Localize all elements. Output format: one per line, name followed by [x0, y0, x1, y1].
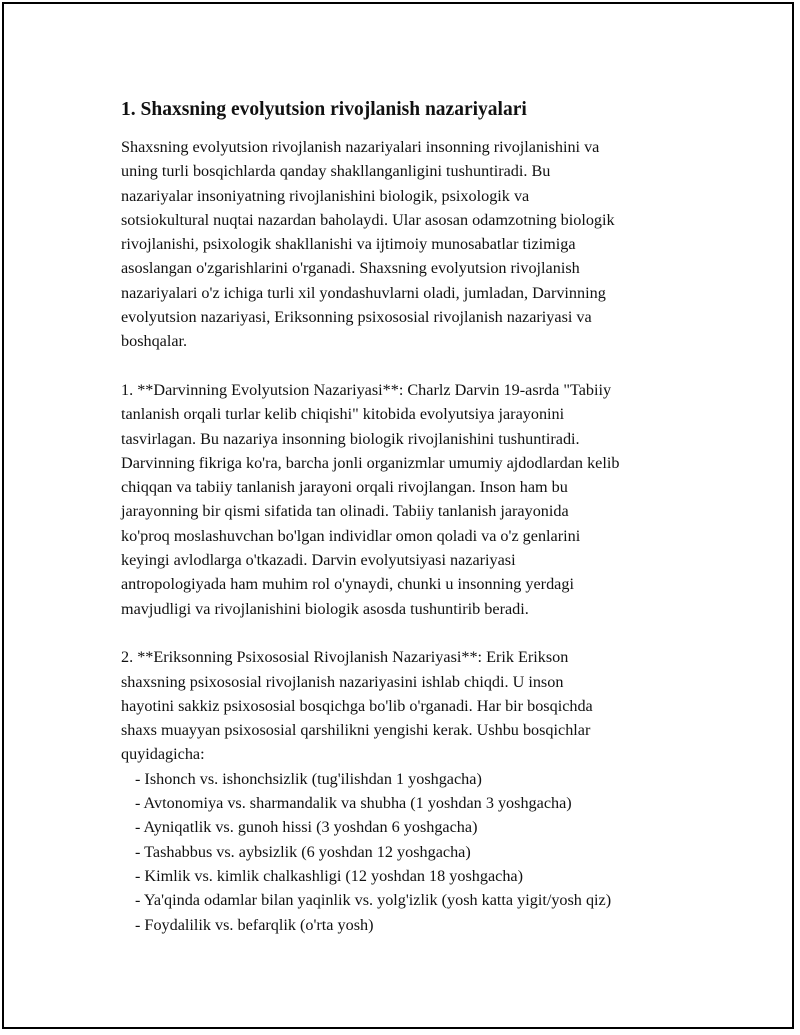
stage-list-item: - Ishonch vs. ishonchsizlik (tug'ilishdan 1 yoshgacha): [135, 769, 482, 788]
erikson-section-paragraph: 2. **Eriksonning Psixososial Rivojlanish Nazariyasi**: Erik Erikson shaxsning psixososial rivojlanish nazariyasini ishlab chiqdi. U inson hayotini sakkiz psixososial bosqichga bo'lib o'rganadi. Har bir bosqichda shaxs muayyan psixososial qarshilikni yengishi kerak. Ushbu bosqichlar quyidagicha:: [121, 648, 593, 764]
erikson-stages-list: [121, 767, 721, 937]
stage-list-item: - Ayniqatlik vs. gunoh hissi (3 yoshdan 6 yoshgacha): [135, 818, 478, 837]
document-title: 1. Shaxsning evolyutsion rivojlanish nazariyalari: [121, 99, 527, 120]
stage-list-item: - Tashabbus vs. aybsizlik (6 yoshdan 12 yoshgacha): [135, 842, 471, 861]
page-frame: [2, 2, 794, 1029]
stage-list-item: - Foydalilik vs. befarqlik (o'rta yosh): [135, 915, 374, 934]
intro-paragraph: Shaxsning evolyutsion rivojlanish nazariyalari insonning rivojlanishini va uning turli bosqichlarda qanday shakllanganligini tushuntiradi. Bu nazariyalar insoniyatning rivojlanishini biologik, psixologik va sotsiokultural nuqtai nazardan baholaydi. Ular asosan odamzotning biologik rivojlanishi, psixologik shakllanishi va ijtimoiy munosabatlar tizimiga asoslangan o'zgarishlarini o'rganadi. Shaxsning evolyutsion rivojlanish nazariyalari o'z ichiga turli xil yondashuvlarni oladi, jumladan, Darvinning evolyutsion nazariyasi, Eriksonning psixososial rivojlanish nazariyasi va boshqalar.: [121, 138, 615, 351]
stage-list-item: - Kimlik vs. kimlik chalkashligi (12 yoshdan 18 yoshgacha): [135, 866, 523, 885]
stage-list-item: - Ya'qinda odamlar bilan yaqinlik vs. yolg'izlik (yosh katta yigit/yosh qiz): [135, 891, 612, 910]
stage-list-item: - Avtonomiya vs. sharmandalik va shubha (1 yoshdan 3 yoshgacha): [135, 794, 572, 813]
darwin-section-paragraph: 1. **Darvinning Evolyutsion Nazariyasi**: Charlz Darvin 19-asrda "Tabiiy tanlanish orqali turlar kelib chiqishi" kitobida evolyutsiya jarayonini tasvirlagan. Bu nazariya insonning biologik rivojlanishini tushuntiradi. Darvinning fikriga ko'ra, barcha jonli organizmlar umumiy ajdodlardan kelib chiqqan va tabiiy tanlanish jarayoni orqali rivojlangan. Inson ham bu jarayonning bir qismi sifatida tan olinadi. Tabiiy tanlanish jarayonida ko'proq moslashuvchan bo'lgan individlar omon qoladi va o'z genlarini keyingi avlodlarga o'tkazadi. Darvin evolyutsiyasi nazariyasi antropologiyada ham muhim rol o'ynaydi, chunki u insonning yerdagi mavjudligi va rivojlanishini biologik asosda tushuntirib beradi.: [121, 380, 620, 618]
document-body: [121, 97, 721, 937]
